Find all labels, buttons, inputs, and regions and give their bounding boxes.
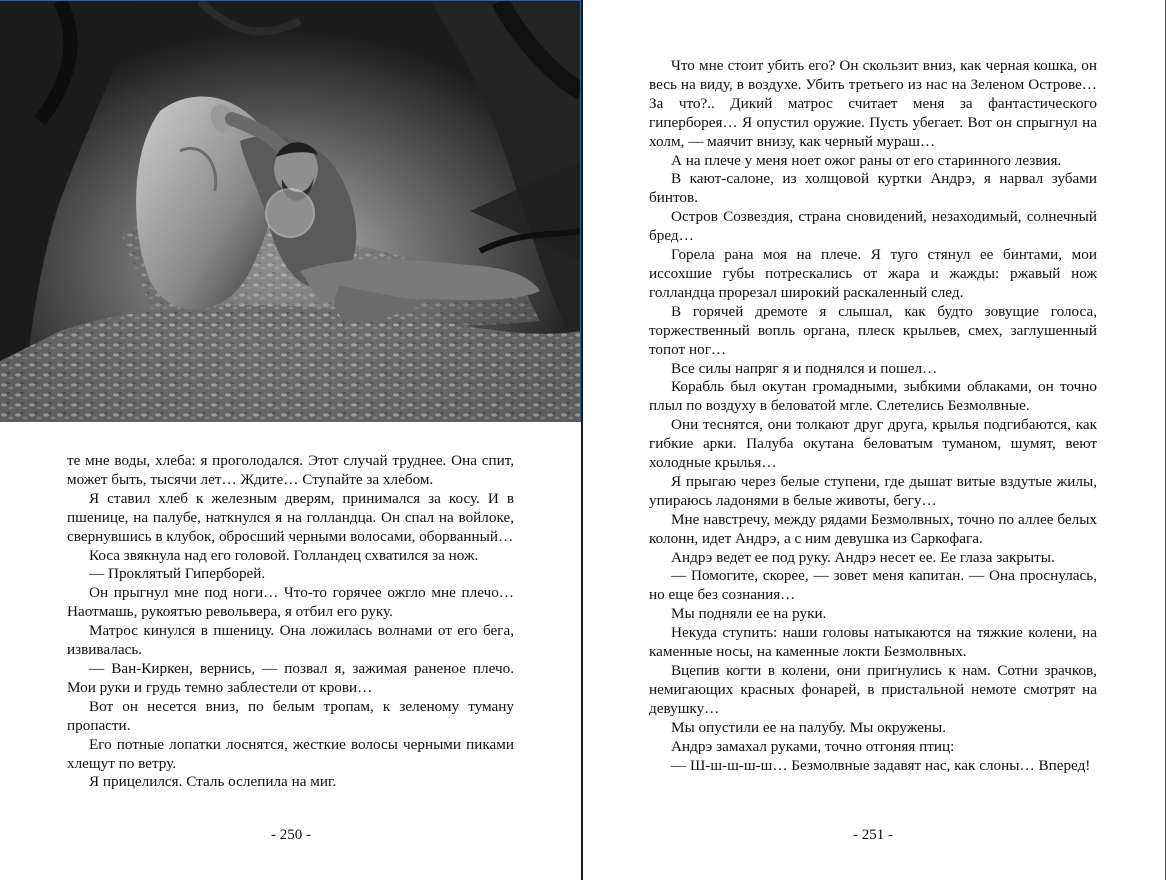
paragraph: Вот он несется вниз, по белым тропам, к зеленому туману пропасти. [67,697,514,734]
paragraph: Горела рана моя на плече. Я туго стянул ее бинтами, мои иссохшие губы потрескались от жара и жажды: ржавый нож голландца прорезал широкий раскаленный след. [649,246,1097,301]
paragraph: Коса звякнула над его головой. Голландец схватился за нож. [89,546,479,564]
paragraph: Все силы напряг я и поднялся и пошел… [671,359,938,377]
paragraph: — Проклятый Гиперборей. [89,565,266,583]
paragraph: Он прыгнул мне под ноги… Что-то горячее ожгло мне плечо… Наотмашь, рукоятью револьвера, я отбил его руку. [67,584,514,621]
paragraph: те мне воды, хлеба: я проголодался. Этот случай труднее. Она спит, может быть, тысячи лет… Ждите… Ступайте за хлебом. [67,452,514,488]
page-number-left: - 250 - [271,827,311,843]
paragraph: Андрэ замахал руками, точно отгоняя птиц: [671,737,955,755]
right-page [583,0,1166,880]
paragraph: — Ш-ш-ш-ш-ш… Безмолвные задавят нас, как слоны… Вперед! [671,756,1091,774]
paragraph: В горячей дремоте я слышал, как будто зовущие голоса, торжественный вопль органа, плеск крыльев, смех, заглушенный топот ног… [649,302,1097,358]
page-number-right: - 251 - [853,827,893,843]
paragraph: Я прыгаю через белые ступени, где дышат витые вздутые жилы, упираюсь ладонями в белые животы, бегу… [649,472,1097,509]
paragraph: Андрэ ведет ее под руку. Андрэ несет ее. Ее глаза закрыты. [671,548,1055,566]
right-page-text [649,57,1097,775]
paragraph: Мне навстречу, между рядами Безмолвных, точно по аллее белых колонн, идет Андрэ, а с ним девушка из Саркофага. [649,510,1097,547]
left-page-text [67,452,514,792]
paragraph: Остров Созвездия, страна сновидений, незаходимый, солнечный бред… [649,208,1097,245]
paragraph: — Помогите, скорее, — зовет меня капитан. — Она проснулась, но еще без сознания… [649,567,1097,604]
paragraph: Я прицелился. Сталь ослепила на миг. [89,773,337,791]
paragraph: Что мне стоит убить его? Он скользит вниз, как черная кошка, он весь на виду, в воздухе. Убить третьего из нас на Зеленом Острове… За что?.. Дикий матрос считает меня за фантастического гиперборея… Я опустил оружие. Пусть убегает. Вот он спрыгнул на холм, — маячит внизу, как черный мураш… [649,57,1097,150]
paragraph: Они теснятся, они толкают друг друга, крылья подгибаются, как гибкие арки. Палуба окутана беловатым туманом, шумят, веют холодные крылья… [649,416,1097,472]
paragraph: Я ставил хлеб к железным дверям, принимался за косу. И в пшенице, на палубе, наткнулся я на голландца. Он спал на войлоке, свернувшись в клубок, обросший черными волосами, оборванный… [67,489,514,545]
jungle-scene-illustration [0,1,581,422]
paragraph: Корабль был окутан громадными, зыбкими облаками, он точно плыл по воздуху в беловатой мгле. Слетелись Безмолвные. [649,378,1097,415]
paragraph: Вцепив когти в колени, они пригнулись к нам. Сотни зрачков, немигающих красных фонарей, в пристальной немоте смотрят на девушку… [649,662,1097,717]
paragraph: А на плече у меня ноет ожог раны от его старинного лезвия. [671,151,1062,169]
paragraph: Матрос кинулся в пшеницу. Она ложилась волнами от его бега, извивалась. [67,622,514,659]
paragraph: Некуда ступить: наши головы натыкаются на тяжкие колени, на каменные носы, на каменные локти Безмолвных. [649,624,1097,661]
left-page [0,0,581,880]
paragraph: Мы опустили ее на палубу. Мы окружены. [671,718,946,736]
paragraph: Его потные лопатки лоснятся, жесткие волосы черными пиками хлещут по ветру. [67,735,514,772]
paragraph: Мы подняли ее на руки. [671,605,827,623]
illustration-image [0,0,581,422]
paragraph: В кают-салоне, из холщовой куртки Андрэ, я нарвал зубами бинтов. [649,170,1097,207]
paragraph: — Ван-Киркен, вернись, — позвал я, зажимая раненое плечо. Мои руки и грудь темно заблестели от крови… [67,659,514,696]
